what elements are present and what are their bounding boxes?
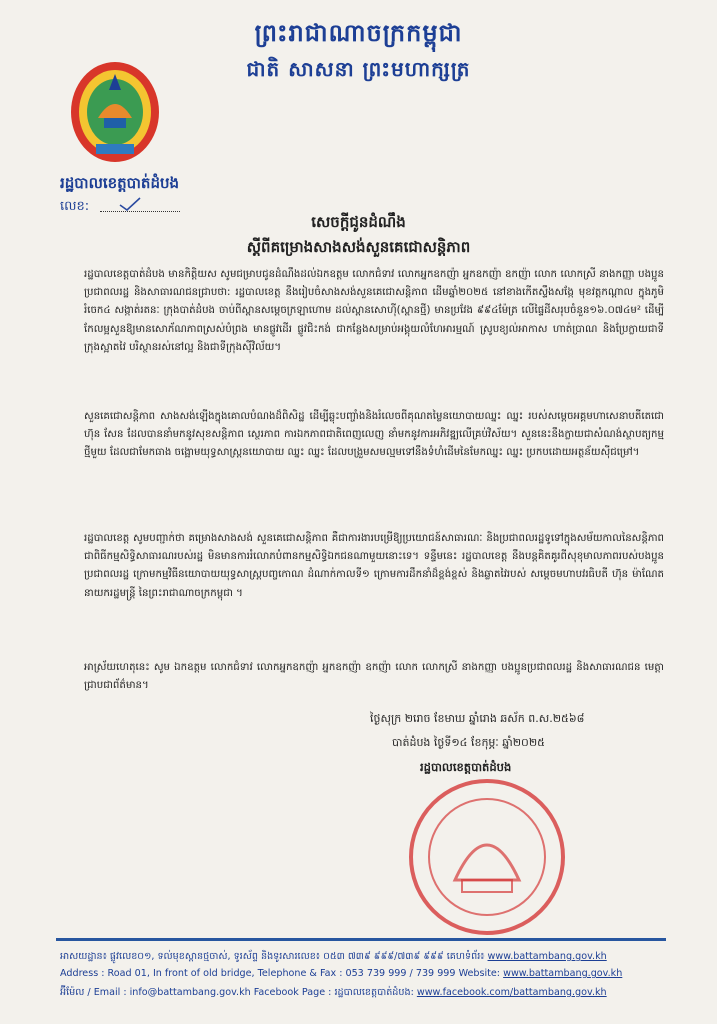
place-date: បាត់ដំបង ថ្ងៃទី១៤ ខែកុម្ភៈ ឆ្នាំ២០២៥ bbox=[392, 736, 545, 749]
footer-address-khmer-text: អាសយដ្ឋាន៖ ផ្លូវលេខ០១, ទល់មុខស្ពានថ្មចាស់, ទូរស័ព្ទ និងទូរសារលេខ៖ ០៥៣ ៧៣៩ ៩៩៩/៧៣៩ ៩៩៩ គេហទំព័រ៖ bbox=[60, 951, 485, 962]
footer-address-khmer bbox=[60, 950, 607, 964]
paragraph-4: អាស្រ័យហេតុនេះ សូម ឯកឧត្តម លោកជំទាវ លោកអ្នកឧកញ៉ា អ្នកឧកញ៉ា ឧកញ៉ា លោក លោកស្រី នាងកញ្ញា បងប្អូនប្រជាពលរដ្ឋ និងសាធារណជន មេត្តាជ្រាបជាព័ត៌មាន។ bbox=[84, 662, 664, 692]
national-motto: ជាតិ សាសនា ព្រះមហាក្សត្រ bbox=[246, 57, 471, 81]
paragraph-1: រដ្ឋបាលខេត្តបាត់ដំបង មានកិត្តិយស សូមជម្រាបជូនដំណឹងដល់ឯកឧត្តម លោកជំទាវ លោកអ្នកឧកញ៉ា អ្នកឧកញ៉ា ឧកញ៉ា លោក លោកស្រី នាងកញ្ញា បងប្អូនប្រជាពលរដ្ឋ និងសាធារណជនជ្រាបថា: រដ្ឋបាលខេត្ត នឹងរៀបចំសាងសង់សួនគេជោសន្តិភាព ដើមឆ្នាំ២០២៥ នៅខាងកើតស្ទឹងសង្កែ មុខវត្តកណ្តាល ក្នុងភូមិរំចេក៤ សង្កាត់រតនៈ ក្រុងបាត់ដំបង ចាប់ពីស្ពានសម្តេចក្រឡាហោម ដល់ស្ពានសោហ៊ី(ស្ពានថ្មី) មានប្រវែង ៩៩៤ម៉ែត្រ លើផ្ទៃដីសរុបចំនួន១៦.០៧៤ម² ដើម្បីកែលម្អសួនឱ្យមានសោភ័ណភាពស្រស់បំព្រង មានផ្លូវដើរ ផ្លូវជិះកង់ ជាកន្លែងសម្រាប់អង្គុយលំហែអារម្មណ៍ ស្រូបខ្យល់អាកាស ហាត់ប្រាណ និងប្រែក្លាយជាទីក្រុងស្អាតវៃ បរិស្ថានរស់នៅល្អ និងជាទីក្រុងស៊ីវិល័យ។ bbox=[84, 269, 664, 353]
footer-address-english bbox=[60, 968, 622, 979]
footer-contact bbox=[60, 986, 607, 1000]
official-stamp-icon bbox=[400, 770, 575, 945]
reference-number-label: លេខ: bbox=[60, 199, 90, 214]
notice-title: សេចក្តីជូនដំណឹង bbox=[311, 213, 406, 231]
sender-admin: រដ្ឋបាលខេត្តបាត់ដំបង bbox=[60, 174, 180, 192]
paragraph-2: សួនគេជោសន្តិភាព សាងសង់ឡើងក្នុងគោលបំណងដ៏ពិសិដ្ឋ ដើម្បីឆ្លុះបញ្ចាំងនិងរំលេចពីគុណតម្លៃនយោបាយឈ្នះ ឈ្នះ របស់សម្តេចអគ្គមហាសេនាបតីតេជោ ហ៊ុន សែន ដែលបាននាំមកនូវសុខសន្តិភាព ស្ថេរភាព ការឯកភាពជាតិពេញលេញ នាំមកនូវការអភិវឌ្ឍលើគ្រប់វិស័យ។ សួននេះនឹងក្លាយជាសំណង់ស្ថាបត្យកម្មថ្មីមួយ ដែលជាមែកធាង ចង្អោមយុទ្ធសាស្ត្រនយោបាយ ឈ្នះ ឈ្នះ ដែលបង្រួមសមល្មមទៅនឹងទំហំដើមនៃមែកឈ្នះ ឈ្នះ ប្រកបដោយអត្ថន័យស៊ីជម្រៅ។ bbox=[84, 411, 664, 459]
paragraph-3: រដ្ឋបាលខេត្ត សូមបញ្ជាក់ថា គម្រោងសាងសង់ សួនគេជោសន្តិភាព គឺជាការងារបម្រើឱ្យប្រយោជន៍សាធារណៈ និងប្រជាពលរដ្ឋទូទៅក្នុងសម័យកាលនៃសន្តិភាព ជាពិធីកម្មសិទ្ធិសាធារណរបស់រដ្ឋ មិនមានការរំលោភបំពានកម្មសិទ្ធិឯកជនណាមួយនោះទេ។ ទន្ទឹមនេះ រដ្ឋបាលខេត្ត នឹងបន្តគិតគូរពីសុខុមាលភាពរបស់បងប្អូនប្រជាពលរដ្ឋ ក្រោមកម្មវិធីនយោបាយយុទ្ធសាស្ត្របញ្ចកោណ ដំណាក់កាលទី១ ក្រោមការដឹកនាំដ៏ខ្ពង់ខ្ពស់ និងឆ្លាតវៃរបស់ សម្តេចមហាបវរធិបតី ហ៊ុន ម៉ាណែត នាយករដ្ឋមន្ត្រី នៃព្រះរាជាណាចក្រកម្ពុជា ។ bbox=[84, 533, 664, 599]
lunar-date: ថ្ងៃសុក្រ ២រោច ខែមាឃ ឆ្នាំរោង ឆស័ក ព.ស.២៥៦៨ bbox=[370, 712, 585, 725]
notice-subject: ស្តីពីគម្រោងសាងសង់សួនគេជោសន្តិភាព bbox=[246, 238, 471, 256]
provincial-emblem-icon bbox=[68, 60, 163, 165]
kingdom-heading: ព្រះរាជាណាចក្រកម្ពុជា bbox=[254, 18, 463, 47]
signatory: រដ្ឋបាលខេត្តបាត់ដំបង bbox=[420, 760, 512, 774]
footer-contact-text: អ៊ីម៉ែល / Email : info@battambang.gov.kh Facebook Page : រដ្ឋបាលខេត្តបាត់ដំបង: bbox=[60, 987, 414, 998]
facebook-link[interactable]: www.facebook.com/battambang.gov.kh bbox=[416, 987, 607, 998]
website-link-english[interactable]: www.battambang.gov.kh bbox=[503, 968, 623, 979]
footer-address-english-text: Address : Road 01, In front of old bridge, Telephone & Fax : 053 739 999 / 739 999 Website: bbox=[60, 968, 501, 979]
checkmark-icon bbox=[118, 196, 142, 212]
footer-divider bbox=[56, 938, 666, 941]
website-link[interactable]: www.battambang.gov.kh bbox=[487, 951, 607, 962]
